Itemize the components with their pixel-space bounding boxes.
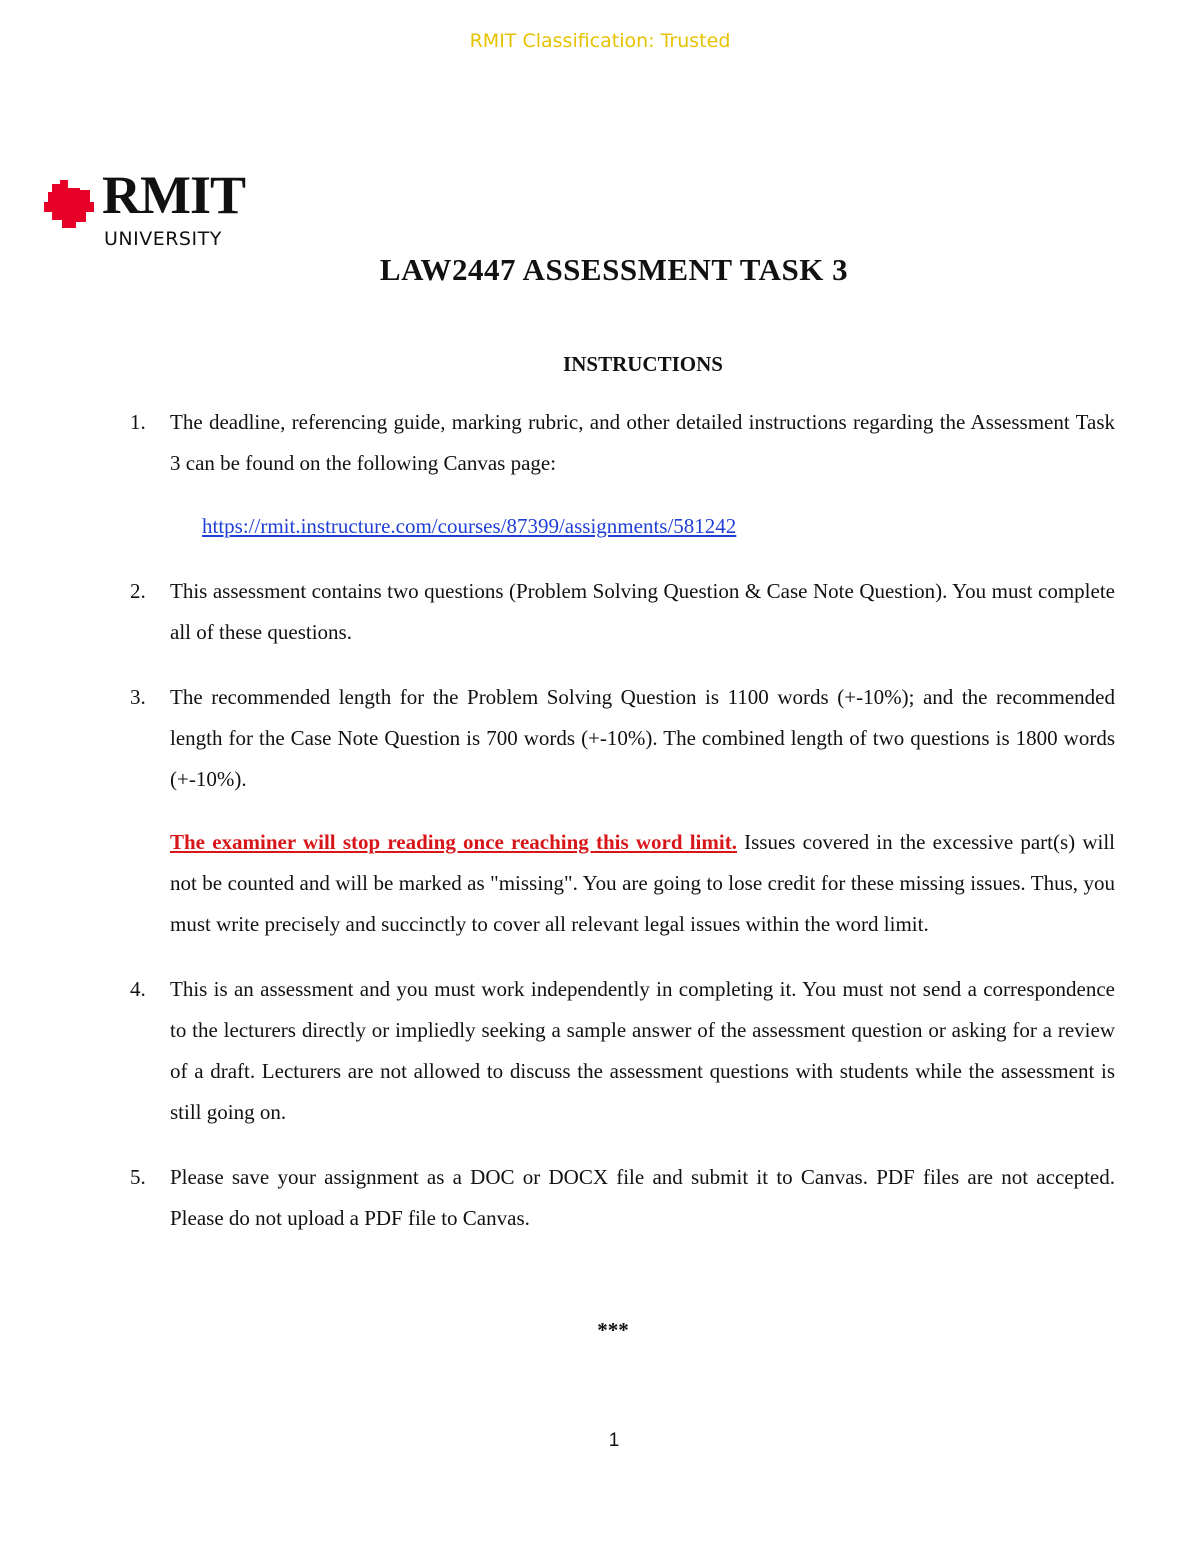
item-number: 1. xyxy=(130,410,146,434)
item-number: 4. xyxy=(130,977,146,1001)
word-limit-warning: The examiner will stop reading once reaching this word limit. xyxy=(170,830,737,854)
item-number: 3. xyxy=(130,685,146,709)
item-text: This assessment contains two questions (Problem Solving Question & Case Note Question). You must complete all of these questions. xyxy=(170,579,1115,644)
list-item xyxy=(130,571,1115,653)
section-heading: INSTRUCTIONS xyxy=(563,352,723,376)
item-text: This is an assessment and you must work independently in completing it. You must not send a correspondence to the lecturers directly or impliedly seeking a sample answer of the assessment question or asking for a review of a draft. Lecturers are not allowed to discuss the assessment questions with students while the assessment is still going on. xyxy=(170,977,1115,1124)
list-item xyxy=(130,677,1115,945)
document-title: LAW2447 ASSESSMENT TASK 3 xyxy=(379,252,849,287)
logo-subtitle: UNIVERSITY xyxy=(104,228,222,250)
item-number: 2. xyxy=(130,579,146,603)
item-text: The recommended length for the Problem Solving Question is 1100 words (+-10%); and the recommended length for the Case Note Question is 700 words (+-10%). The combined length of two questions is 1800 words (+-10%). xyxy=(170,685,1115,791)
word-limit-text: Issues covered in the excessive part(s) will not be counted and will be marked as "missing". You are going to lose credit for these missing issues. Thus, you must write precisely and succinctly to cover all relevant legal issues within the word limit. xyxy=(170,830,1115,936)
rmit-pixel-logo-icon xyxy=(44,180,98,230)
canvas-assignment-link[interactable]: https://rmit.instructure.com/courses/87399/assignments/581242 xyxy=(202,514,737,538)
word-limit-paragraph xyxy=(170,822,1115,945)
item-number: 5. xyxy=(130,1165,146,1189)
item-text: The deadline, referencing guide, marking rubric, and other detailed instructions regarding the Assessment Task 3 can be found on the following Canvas page: xyxy=(170,410,1115,475)
section-separator: *** xyxy=(597,1318,629,1342)
instructions-list xyxy=(130,402,1115,1263)
item-text: Please save your assignment as a DOC or DOCX file and submit it to Canvas. PDF files are not accepted. Please do not upload a PDF file to Canvas. xyxy=(170,1165,1115,1230)
page-number: 1 xyxy=(608,1430,620,1451)
list-item xyxy=(130,1157,1115,1239)
list-item xyxy=(130,402,1115,547)
classification-label: RMIT Classification: Trusted xyxy=(469,30,731,52)
list-item xyxy=(130,969,1115,1133)
rmit-logo xyxy=(44,165,254,250)
logo-wordmark: RMIT xyxy=(102,165,245,225)
